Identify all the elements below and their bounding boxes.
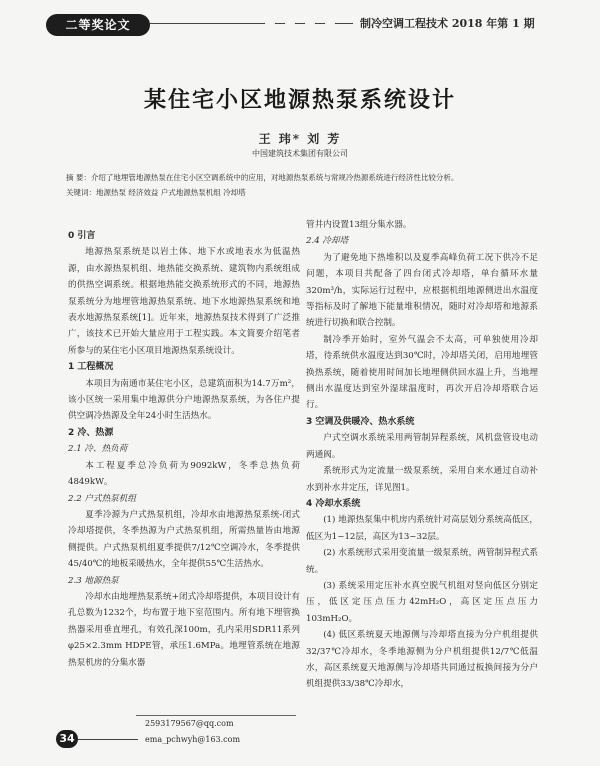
journal-name: 制冷空调工程技术 2018 年第 1 期 bbox=[360, 17, 535, 30]
right-column bbox=[306, 217, 538, 693]
paragraph: (4) 低区系统夏天地源侧与冷却塔直接为分户机组提供32/37℃冷却水，冬季地源侧为分户机组提供12/7℃低温水，高区系统夏天地源侧与冷却塔共同通过板换间接为分户机组提供33/38℃冷却水， bbox=[306, 630, 538, 690]
paragraph: 制冷季开始时，室外气温会不太高，可单独使用冷却塔，待系统供水温度达到30℃时，冷却塔关闭，启用地埋管换热系统，随着使用时间加长地埋侧供回水温上升，当地埋侧出水温度达到室外湿球温度时，再次开启冷却塔联合运行。 bbox=[306, 334, 538, 411]
footnote bbox=[145, 716, 240, 748]
subsection-heading: 2.3 地源热泵 bbox=[68, 575, 119, 586]
paragraph: (1) 地源热泵集中机房内系统针对高层划分系统高低区，低区为1~12层，高区为13~32层。 bbox=[306, 515, 538, 542]
subsection-heading: 2.2 户式热泵机组 bbox=[68, 493, 136, 504]
article-affiliation: 中国建筑技术集团有限公司 bbox=[252, 149, 348, 158]
header-rule bbox=[150, 23, 265, 24]
paragraph: 本项目为南通市某住宅小区，总建筑面积为14.7万m²，该小区统一采用集中地源供分户地源热泵系统，为各住户提供空调冷热源及全年24小时生活热水。 bbox=[68, 378, 300, 422]
article-authors: 王 玮* 刘 芳 bbox=[258, 132, 342, 146]
paragraph: 地源热泵系统是以岩土体、地下水或地表水为低温热源，由水源热泵机组、地热能交换系统、建筑物内系统组成的供热空调系统。根据地热能交换系统形式的不同，地源热泵系统分为地埋管地源热泵系统、地下水地源热泵系统和地表水地源热泵系统[1]。近年来，地源热泵技术得到了广泛推广，该技术已开始大量应用于工程实践。本文简要介绍笔者所参与的某住宅小区项目地源热泵系统设计。 bbox=[68, 247, 300, 356]
page-number: 34 bbox=[56, 730, 78, 748]
header-dash bbox=[275, 23, 285, 24]
page-rule bbox=[78, 739, 138, 740]
paragraph: 本工程夏季总冷负荷为9092kW，冬季总热负荷4849kW。 bbox=[68, 460, 300, 488]
abstract: 摘 要：介绍了地埋管地源热泵在住宅小区空调系统中的应用，对地源热泵系统与常规冷热源系统进行经济性比较分析。 bbox=[66, 173, 459, 182]
article-title: 某住宅小区地源热泵系统设计 bbox=[143, 87, 456, 113]
section-heading: 1 工程概况 bbox=[68, 362, 114, 373]
section-heading: 3 空调及供暖冷、热水系统 bbox=[306, 416, 415, 427]
subsection-heading: 2.1 冷、热负荷 bbox=[68, 444, 128, 455]
header-dash bbox=[335, 23, 353, 24]
paragraph: 为了避免地下热堆积以及夏季高峰负荷工况下供冷不足问题，本项目共配备了四台闭式冷却塔，单台循环水量320m³/h，实际运行过程中，应根据机组地源侧进出水温度等指标及时了解地下能量堆积情况，随时对冷却塔和地源系统进行切换和联合控制。 bbox=[306, 252, 538, 329]
left-column bbox=[68, 228, 300, 671]
paragraph: (3) 系统采用定压补水真空脱气机组对竖向低区分别定压，低区定压点压力42mH₂O，高区定压点压力103mH₂O。 bbox=[306, 580, 538, 624]
column-label: 二等奖论文 bbox=[46, 14, 150, 36]
paragraph: 管井内设置13组分集水器。 bbox=[306, 220, 412, 230]
header-dash bbox=[295, 23, 305, 24]
section-heading: 0 引言 bbox=[68, 231, 96, 241]
paragraph: 系统形式为定流量一级泵系统，采用自来水通过自动补水到补水井定压，详见图1。 bbox=[306, 466, 538, 493]
paragraph: (2) 水系统形式采用变流量一级泵系统，两管制异程式系统。 bbox=[306, 548, 538, 575]
footnote-email: ema_pchwyh@163.com bbox=[145, 735, 241, 744]
keywords: 关键词：地源热泵 经济效益 户式地源热泵机组 冷却塔 bbox=[66, 188, 246, 197]
footnote-contact: 2593179567@qq.com bbox=[145, 719, 234, 728]
paragraph: 夏季冷源为户式热泵机组，冷却水由地源热泵系统-闭式冷却塔提供，冬季热源为户式热泵机组，所需热量皆由地源侧提供。户式热泵机组夏季提供7/12℃空调冷水，冬季提供45/40℃的地板采暖热水，全年提供55℃生活热水。 bbox=[68, 509, 300, 570]
paragraph: 冷却水由地埋热泵系统+闭式冷却塔提供，本项目设计有孔总数为1232个，均布置于地下室范围内。所有地下埋管换热器采用垂直埋孔，有效孔深100m，孔内采用SDR11系列φ25×2.3mm HDPE管，承压1.6MPa。地埋管系统在地源热泵机房的分集水器 bbox=[68, 591, 300, 668]
header-dash bbox=[315, 23, 325, 24]
section-heading: 4 冷却水系统 bbox=[306, 498, 361, 509]
section-heading: 2 冷、热源 bbox=[68, 427, 114, 438]
paragraph: 户式空调水系统采用两管制异程系统，风机盘管设电动两通阀。 bbox=[306, 433, 538, 460]
subsection-heading: 2.4 冷却塔 bbox=[306, 236, 349, 247]
